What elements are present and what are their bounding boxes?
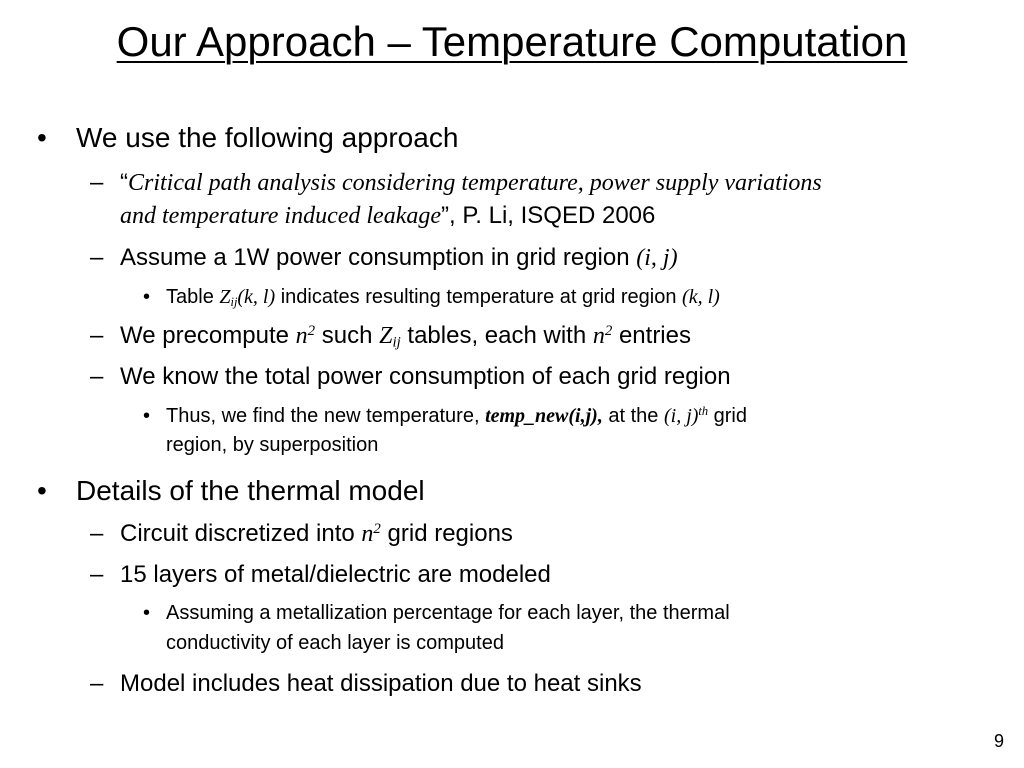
temp-new-var: temp_new(i,j), — [485, 405, 603, 427]
dash-marker: – — [90, 363, 104, 390]
page-number: 9 — [993, 731, 1004, 751]
n-squared: $n^2$ — [295, 322, 316, 349]
sub-sub-item-text: Table $Z_{ij}(k$, l) indicates resulting temperature at grid region (k, l) — [166, 286, 720, 310]
citation-source: , P. Li, ISQED 2006 — [449, 202, 656, 229]
citation-title-cont: and temperature induced leakage — [120, 203, 442, 229]
slide-title: Our Approach – Temperature Computation — [116, 18, 908, 65]
dash-marker: – — [90, 322, 104, 349]
sub-item-text: 15 layers of metal/dielectric are modeled — [120, 561, 551, 588]
small-bullet-marker: • — [143, 602, 151, 624]
small-bullet-marker: • — [143, 286, 151, 308]
close-quote: ” — [441, 202, 450, 229]
sub-item-text: We precompute $n^2$ such $Z_{ij}$ tables, each with $n^2$ entries — [120, 322, 691, 351]
bullet-text: Details of the thermal model — [76, 475, 425, 506]
dash-marker: – — [90, 670, 104, 697]
sub-item-text: Model includes heat dissipation due to heat sinks — [120, 670, 642, 697]
dash-marker: – — [90, 561, 104, 588]
citation-title: Critical path analysis considering temperature, power supply variations — [128, 170, 822, 196]
bullet-text: We use the following approach — [76, 122, 459, 153]
z-symbol: $Z_{ij}$ — [379, 323, 401, 351]
sub-item-text: We know the total power consumption of each grid region — [120, 363, 731, 390]
small-bullet-marker: • — [143, 405, 151, 427]
bullet-marker: • — [37, 475, 47, 506]
z-symbol: $Z_{ij}(k$, l) — [219, 286, 276, 310]
n-squared: $n^2$ — [592, 322, 613, 349]
sub-sub-item-text: Thus, we find the new temperature, temp_new(i,j), at the (i, j)$^{th}$ grid — [166, 404, 747, 427]
bullet-marker: • — [37, 122, 47, 153]
dash-marker: – — [90, 520, 104, 547]
sub-sub-item-text-cont: conductivity of each layer is computed — [166, 632, 504, 654]
open-quote: “ — [120, 169, 128, 196]
dash-marker: – — [90, 169, 104, 196]
sub-sub-item-text-cont: region, by superposition — [166, 434, 379, 456]
dash-marker: – — [90, 244, 104, 271]
ij-var: (i, j)$^{th}$ — [663, 404, 709, 427]
region-var: (k, l) — [682, 286, 720, 308]
sub-item-text: Circuit discretized into $n^2$ grid regions — [120, 520, 513, 547]
n-squared: $n^2$ — [361, 520, 381, 547]
grid-region-var: (i, j) — [636, 245, 678, 271]
sub-item-text: Assume a 1W power consumption in grid region (i, j) — [120, 244, 678, 271]
citation-line-1 — [120, 168, 822, 198]
sub-sub-item-text: Assuming a metallization percentage for each layer, the thermal — [166, 602, 730, 624]
citation-line-2 — [120, 201, 655, 231]
